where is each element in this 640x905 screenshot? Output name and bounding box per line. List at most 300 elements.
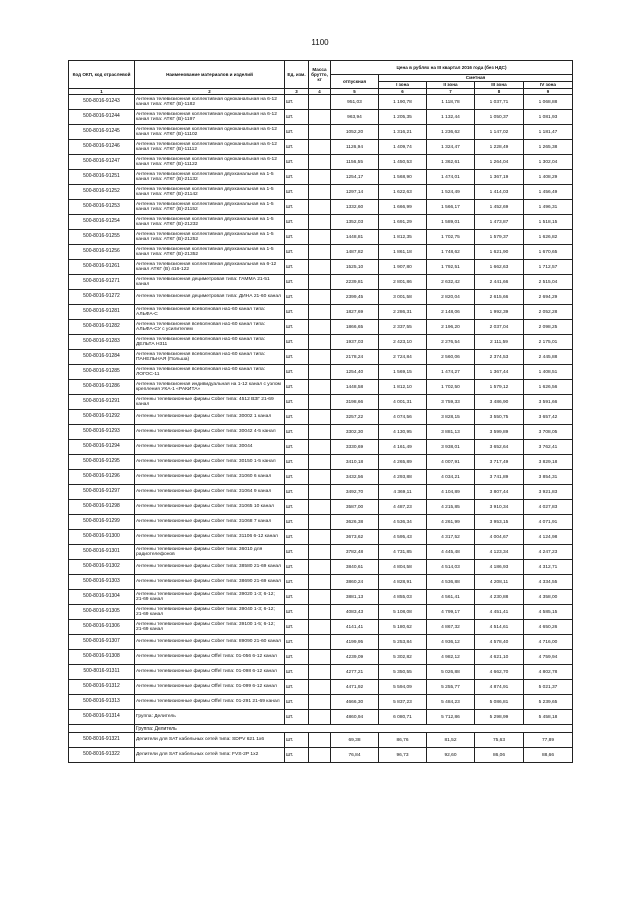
item-code: 500-8016-91298 (69, 500, 135, 515)
item-name: Антенны телевизионные фирмы Cober типа: 36010 для радиотелефонов (135, 545, 285, 560)
zone1-price: 4 074,56 (379, 410, 427, 425)
item-mass (309, 635, 331, 650)
item-name: Антенны телевизионные фирмы Offel типа: 01-098 6-12 канал (135, 665, 285, 680)
zone1-price: 2 286,31 (379, 305, 427, 320)
column-number: 2 (135, 89, 285, 95)
zone4-price: 2 052,28 (524, 305, 573, 320)
release-price: 3410,18 (331, 455, 379, 470)
release-price: 4083,43 (331, 605, 379, 620)
item-code: 500-8016-91284 (69, 350, 135, 365)
header-zone3: III зона (475, 82, 524, 89)
item-unit: шт. (285, 440, 309, 455)
zone1-price: 4 265,89 (379, 455, 427, 470)
item-name: Антенна телевизионная коллективная одноканальная на 6-12 канал типа: АТКГ (В)-1197 (135, 110, 285, 125)
item-code: 500-8016-91300 (69, 530, 135, 545)
item-code: 500-8016-91272 (69, 290, 135, 305)
zone1-price: 5 837,23 (379, 695, 427, 710)
header-release: отпускная (331, 75, 379, 89)
release-price: 4860,94 (331, 710, 379, 725)
zone3-price: 3 717,49 (475, 455, 524, 470)
release-price: 1937,03 (331, 335, 379, 350)
column-number: 1 (69, 89, 135, 95)
zone4-price: 3 921,83 (524, 485, 573, 500)
header-mass: Масса брутто, кг (309, 61, 331, 89)
release-price: 1156,55 (331, 155, 379, 170)
item-unit: шт. (285, 748, 309, 763)
item-code: 500-8016-91256 (69, 245, 135, 260)
item-mass (309, 590, 331, 605)
item-unit: шт. (285, 530, 309, 545)
column-number: 9 (524, 89, 573, 95)
release-price: 3881,13 (331, 590, 379, 605)
item-code: 500-8016-91304 (69, 590, 135, 605)
item-code: 500-8016-91292 (69, 410, 135, 425)
zone3-price: 2 374,53 (475, 350, 524, 365)
zone3-price: 4 621,10 (475, 650, 524, 665)
item-code: 500-8016-91294 (69, 440, 135, 455)
item-code: 500-8016-91311 (69, 665, 135, 680)
zone1-price: 1 409,74 (379, 140, 427, 155)
item-name: Антенна телевизионная коллективная двухканальная на 1-5 канал типа: АТКГ (В)-21142 (135, 185, 285, 200)
zone3-price: 2 111,59 (475, 335, 524, 350)
table-row (69, 245, 573, 260)
item-name: Антенны телевизионные фирмы Cober типа: 38690 21-69 канал (135, 575, 285, 590)
item-unit: шт. (285, 215, 309, 230)
table-row (69, 530, 573, 545)
item-mass (309, 350, 331, 365)
item-code: 500-8016-91254 (69, 215, 135, 230)
zone2-price: 4 215,85 (427, 500, 475, 515)
item-name: Антенна телевизионная коллективная двухканальная на 6-12 канал АТКГ (В) 416-122 (135, 260, 285, 275)
item-unit: шт. (285, 230, 309, 245)
table-row (69, 200, 573, 215)
zone2-price: 1 236,62 (427, 125, 475, 140)
item-code: 500-8016-91252 (69, 185, 135, 200)
item-code: 500-8016-91299 (69, 515, 135, 530)
zone1-price: 2 337,55 (379, 320, 427, 335)
item-name: Антенны телевизионные фирмы Cober типа: 31068 7 канал (135, 515, 285, 530)
zone2-price: 1 792,51 (427, 260, 475, 275)
item-code: 500-8016-91255 (69, 230, 135, 245)
table-row (69, 680, 573, 695)
item-name: Антенна телевизионная всеволновая на1-60 канал типа: АЛЬФА-С (135, 305, 285, 320)
item-unit: шт. (285, 500, 309, 515)
table-row (69, 365, 573, 380)
zone2-price: 1 324,47 (427, 140, 475, 155)
zone3-price: 4 230,88 (475, 590, 524, 605)
item-code: 500-8016-91253 (69, 200, 135, 215)
item-mass (309, 545, 331, 560)
zone3-price: 3 807,44 (475, 485, 524, 500)
item-name: Антенна телевизионная коллективная одноканальная на 6-12 канал типа: АТКГ (В)-11112 (135, 140, 285, 155)
item-mass (309, 748, 331, 763)
item-code: 500-8016-91305 (69, 605, 135, 620)
zone4-price: 1 081,93 (524, 110, 573, 125)
item-code: 500-8016-91291 (69, 395, 135, 410)
item-name: Антенна телевизионная коллективная одноканальная на 6-12 канал типа: АТКГ (В)-11102 (135, 125, 285, 140)
zone1-price: 4 161,49 (379, 440, 427, 455)
zone4-price: 2 515,04 (524, 275, 573, 290)
release-price: 1297,14 (331, 185, 379, 200)
release-price: 1352,03 (331, 215, 379, 230)
table-row (69, 305, 573, 320)
zone3-price: 4 514,61 (475, 620, 524, 635)
item-mass (309, 185, 331, 200)
zone1-price: 5 350,55 (379, 665, 427, 680)
zone1-price: 1 622,63 (379, 185, 427, 200)
item-unit: шт. (285, 515, 309, 530)
item-code: 500-8016-91314 (69, 710, 135, 725)
release-price: 3673,62 (331, 530, 379, 545)
release-price: 1866,65 (331, 320, 379, 335)
item-unit: шт. (285, 95, 309, 110)
zone1-price: 4 536,34 (379, 515, 427, 530)
item-mass (309, 215, 331, 230)
table-row (69, 500, 573, 515)
release-price: 1052,20 (331, 125, 379, 140)
zone1-price: 4 369,11 (379, 485, 427, 500)
zone1-price: 5 302,82 (379, 650, 427, 665)
table-row (69, 695, 573, 710)
table-row (69, 380, 573, 395)
item-code: 500-8016-91302 (69, 560, 135, 575)
item-name: Антенны телевизионные фирмы Cober типа: 30002 1 канал (135, 410, 285, 425)
zone2-price: 4 536,88 (427, 575, 475, 590)
zone1-price: 96,73 (379, 748, 427, 763)
zone3-price: 4 578,40 (475, 635, 524, 650)
zone2-price: 3 759,33 (427, 395, 475, 410)
zone1-price: 1 190,78 (379, 95, 427, 110)
table-row (69, 215, 573, 230)
release-price: 2399,45 (331, 290, 379, 305)
zone4-price: 4 759,94 (524, 650, 573, 665)
zone4-price: 2 175,01 (524, 335, 573, 350)
table-row (69, 260, 573, 275)
zone4-price: 5 021,37 (524, 680, 573, 695)
zone2-price: 1 702,50 (427, 380, 475, 395)
item-name: Антенна телевизионная коллективная двухканальная на 1-5 канал типа: АТКГ (В)-21252 (135, 230, 285, 245)
item-name: Делители для SAT кабельных сетей типа: FVS-2P 1x2 (135, 748, 285, 763)
item-mass (309, 425, 331, 440)
zone2-price: 4 514,03 (427, 560, 475, 575)
zone2-price: 1 118,78 (427, 95, 475, 110)
zone1-price: 1 569,15 (379, 365, 427, 380)
item-name: Антенна телевизионная всеволновая на1-60 канал типа: ДЕЛЬТА Н311 (135, 335, 285, 350)
item-mass (309, 305, 331, 320)
zone1-price: 5 253,84 (379, 635, 427, 650)
release-price: 951,03 (331, 95, 379, 110)
zone3-price: 1 662,63 (475, 260, 524, 275)
item-code: 500-8016-91313 (69, 695, 135, 710)
zone1-price: 1 812,35 (379, 230, 427, 245)
zone4-price: 3 829,18 (524, 455, 573, 470)
release-price: 3257,22 (331, 410, 379, 425)
column-number: 7 (427, 89, 475, 95)
item-code: 500-8016-91261 (69, 260, 135, 275)
release-price: 4277,21 (331, 665, 379, 680)
zone1-price: 4 731,85 (379, 545, 427, 560)
zone2-price: 1 524,49 (427, 185, 475, 200)
release-price: 76,84 (331, 748, 379, 763)
item-name: Антенны телевизионные фирмы Cober типа: 38580 21-69 канал (135, 560, 285, 575)
zone4-price: 2 694,29 (524, 290, 573, 305)
table-row (69, 410, 573, 425)
item-code: 500-8016-91285 (69, 365, 135, 380)
release-price: 3840,61 (331, 560, 379, 575)
item-code: 500-8016-91282 (69, 320, 135, 335)
release-price: 1827,69 (331, 305, 379, 320)
zone1-price: 4 130,95 (379, 425, 427, 440)
item-mass (309, 470, 331, 485)
zone2-price: 2 196,20 (427, 320, 475, 335)
table-row (69, 125, 573, 140)
zone4-price: 1 068,88 (524, 95, 573, 110)
zone2-price: 1 362,61 (427, 155, 475, 170)
zone4-price: 5 458,18 (524, 710, 573, 725)
item-name: Антенна телевизионная дециметровая типа: ГАММА 21-51 канал (135, 275, 285, 290)
item-name: Антенна телевизионная коллективная одноканальная на 6-12 канал типа: АТКГ (В)-11122 (135, 155, 285, 170)
zone3-price: 3 953,15 (475, 515, 524, 530)
header-name: Наименование материалов и изделий (135, 61, 285, 89)
item-mass (309, 125, 331, 140)
item-code: 500-8016-91245 (69, 125, 135, 140)
zone3-price: 4 208,11 (475, 575, 524, 590)
item-name: Антенны телевизионные фирмы Offel типа: 01-056 6-12 канал (135, 650, 285, 665)
item-unit: шт. (285, 140, 309, 155)
item-mass (309, 620, 331, 635)
item-mass (309, 140, 331, 155)
zone2-price: 3 938,01 (427, 440, 475, 455)
table-row (69, 185, 573, 200)
zone3-price: 1 367,19 (475, 170, 524, 185)
release-price: 3492,70 (331, 485, 379, 500)
zone2-price: 3 881,13 (427, 425, 475, 440)
zone1-price: 6 080,71 (379, 710, 427, 725)
table-row (69, 110, 573, 125)
zone3-price: 4 123,34 (475, 545, 524, 560)
zone2-price: 4 104,89 (427, 485, 475, 500)
item-mass (309, 560, 331, 575)
zone1-price: 1 450,53 (379, 155, 427, 170)
table-row (69, 590, 573, 605)
zone2-price: 4 982,12 (427, 650, 475, 665)
item-name: Антенна телевизионная коллективная двухканальная на 1-5 канал типа: АТКГ (В)-21132 (135, 170, 285, 185)
zone3-price: 4 662,70 (475, 665, 524, 680)
table-row (69, 545, 573, 560)
zone3-price: 1 414,03 (475, 185, 524, 200)
zone3-price: 5 086,81 (475, 695, 524, 710)
table-row (69, 650, 573, 665)
zone1-price: 1 568,90 (379, 170, 427, 185)
zone1-price: 4 804,58 (379, 560, 427, 575)
zone2-price: 81,52 (427, 733, 475, 748)
zone1-price: 4 001,31 (379, 395, 427, 410)
item-name: Антенны телевизионные фирмы Cober типа: 31060 6 канал (135, 470, 285, 485)
zone4-price: 4 716,00 (524, 635, 573, 650)
zone3-price: 3 486,90 (475, 395, 524, 410)
zone4-price: 4 071,91 (524, 515, 573, 530)
zone4-price: 1 302,04 (524, 155, 573, 170)
item-name: Делители для SAT кабельных сетей типа: SDPV 621 1x6 (135, 733, 285, 748)
item-unit: шт. (285, 200, 309, 215)
item-mass (309, 733, 331, 748)
zone1-price: 4 855,03 (379, 590, 427, 605)
item-code: 500-8016-91247 (69, 155, 135, 170)
item-unit: шт. (285, 635, 309, 650)
header-price-group: Цена в рублях на III квартал 2016 года (без НДС) (331, 61, 573, 75)
header-estimate: Сметная (379, 75, 573, 82)
item-mass (309, 95, 331, 110)
zone3-price: 1 147,02 (475, 125, 524, 140)
zone4-price: 2 445,88 (524, 350, 573, 365)
release-price: 3432,56 (331, 470, 379, 485)
item-name: Антенны телевизионные фирмы Cober типа: 30044 (135, 440, 285, 455)
table-row (69, 665, 573, 680)
item-mass (309, 530, 331, 545)
item-name: Антенны телевизионные фирмы Cober типа: 30150 1-5 канал (135, 455, 285, 470)
zone4-price: 1 496,31 (524, 200, 573, 215)
item-unit: шт. (285, 125, 309, 140)
release-price: 1254,17 (331, 170, 379, 185)
table-row (69, 350, 573, 365)
zone4-price: 1 518,15 (524, 215, 573, 230)
header-zone4: IV зона (524, 82, 573, 89)
item-unit: шт. (285, 320, 309, 335)
table-row (69, 560, 573, 575)
table-row (69, 335, 573, 350)
item-unit: шт. (285, 155, 309, 170)
item-name: Антенны телевизионные фирмы Cober типа: 4512 ВЗГ 21-69 канал (135, 395, 285, 410)
release-price: 1126,94 (331, 140, 379, 155)
zone3-price: 86,06 (475, 748, 524, 763)
zone4-price: 5 239,65 (524, 695, 573, 710)
zone3-price: 4 451,41 (475, 605, 524, 620)
zone4-price: 1 626,56 (524, 380, 573, 395)
zone4-price: 4 312,71 (524, 560, 573, 575)
item-mass (309, 440, 331, 455)
zone1-price: 1 666,99 (379, 200, 427, 215)
item-unit: шт. (285, 275, 309, 290)
zone4-price: 4 802,78 (524, 665, 573, 680)
zone1-price: 5 594,09 (379, 680, 427, 695)
zone3-price: 4 874,91 (475, 680, 524, 695)
item-code: 500-8016-91293 (69, 425, 135, 440)
item-code: 500-8016-91281 (69, 305, 135, 320)
table-row (69, 733, 573, 748)
zone2-price: 2 560,06 (427, 350, 475, 365)
item-mass (309, 650, 331, 665)
item-mass (309, 290, 331, 305)
table-row (69, 635, 573, 650)
zone1-price: 4 293,88 (379, 470, 427, 485)
table-row (69, 440, 573, 455)
zone3-price: 1 264,04 (475, 155, 524, 170)
price-table (68, 60, 573, 763)
zone2-price: 1 474,27 (427, 365, 475, 380)
item-unit: шт. (285, 185, 309, 200)
table-row (69, 170, 573, 185)
table-row (69, 140, 573, 155)
item-code: 500-8016-91308 (69, 650, 135, 665)
zone2-price: 4 261,99 (427, 515, 475, 530)
zone4-price: 3 708,05 (524, 425, 573, 440)
zone1-price: 5 180,62 (379, 620, 427, 635)
table-row (69, 95, 573, 110)
group-code-cell (69, 725, 135, 733)
zone2-price: 5 712,86 (427, 710, 475, 725)
item-unit: шт. (285, 650, 309, 665)
zone4-price: 4 585,15 (524, 605, 573, 620)
item-mass (309, 155, 331, 170)
zone4-price: 88,66 (524, 748, 573, 763)
item-unit: шт. (285, 560, 309, 575)
column-number: 5 (331, 89, 379, 95)
item-code: 500-8016-91283 (69, 335, 135, 350)
zone3-price: 1 579,37 (475, 230, 524, 245)
zone2-price: 5 026,88 (427, 665, 475, 680)
item-mass (309, 275, 331, 290)
item-code: 500-8016-91243 (69, 95, 135, 110)
item-unit: шт. (285, 665, 309, 680)
table-row (69, 470, 573, 485)
release-price: 3330,69 (331, 440, 379, 455)
table-row (69, 425, 573, 440)
release-price: 4239,09 (331, 650, 379, 665)
item-name: Антенна телевизионная коллективная одноканальная на 6-12 канал типа: АТКГ (В)-1182 (135, 95, 285, 110)
item-name: Антенна телевизионная индивидуальная на 1-12 канал с узлом крепления УКА-1 «РАКИТА» (135, 380, 285, 395)
release-price: 1448,81 (331, 230, 379, 245)
zone2-price: 2 148,06 (427, 305, 475, 320)
column-number: 6 (379, 89, 427, 95)
release-price: 69,38 (331, 733, 379, 748)
table-row (69, 455, 573, 470)
zone2-price: 4 561,41 (427, 590, 475, 605)
item-code: 500-8016-91251 (69, 170, 135, 185)
zone2-price: 4 034,21 (427, 470, 475, 485)
group-row (69, 725, 573, 733)
item-unit: шт. (285, 485, 309, 500)
zone4-price: 3 762,41 (524, 440, 573, 455)
release-price: 1487,82 (331, 245, 379, 260)
item-name: Антенны телевизионные фирмы Cober типа: 89090 21-60 канал (135, 635, 285, 650)
item-code: 500-8016-91286 (69, 380, 135, 395)
zone4-price: 1 670,65 (524, 245, 573, 260)
table-row (69, 230, 573, 245)
item-code: 500-8016-91246 (69, 140, 135, 155)
zone3-price: 1 050,37 (475, 110, 524, 125)
item-name: Антенны телевизионные фирмы Cober типа: 39020 1-3; 6-12; 21-69 канал (135, 590, 285, 605)
zone1-price: 3 001,58 (379, 290, 427, 305)
item-unit: шт. (285, 710, 309, 725)
release-price: 4199,95 (331, 635, 379, 650)
zone4-price: 4 247,23 (524, 545, 573, 560)
item-name: Антенна телевизионная дециметровая типа: ДИНА 21-60 канал (135, 290, 285, 305)
item-unit: шт. (285, 620, 309, 635)
item-code: 500-8016-91271 (69, 275, 135, 290)
zone2-price: 4 007,91 (427, 455, 475, 470)
release-price: 1525,10 (331, 260, 379, 275)
zone2-price: 1 474,01 (427, 170, 475, 185)
table-row (69, 710, 573, 725)
zone2-price: 5 484,23 (427, 695, 475, 710)
release-price: 3626,38 (331, 515, 379, 530)
zone3-price: 5 298,99 (475, 710, 524, 725)
zone1-price: 2 724,84 (379, 350, 427, 365)
item-unit: шт. (285, 680, 309, 695)
item-unit: шт. (285, 575, 309, 590)
item-name: Антенны телевизионные фирмы Offel типа: 01-291 21-69 канал (135, 695, 285, 710)
item-mass (309, 230, 331, 245)
